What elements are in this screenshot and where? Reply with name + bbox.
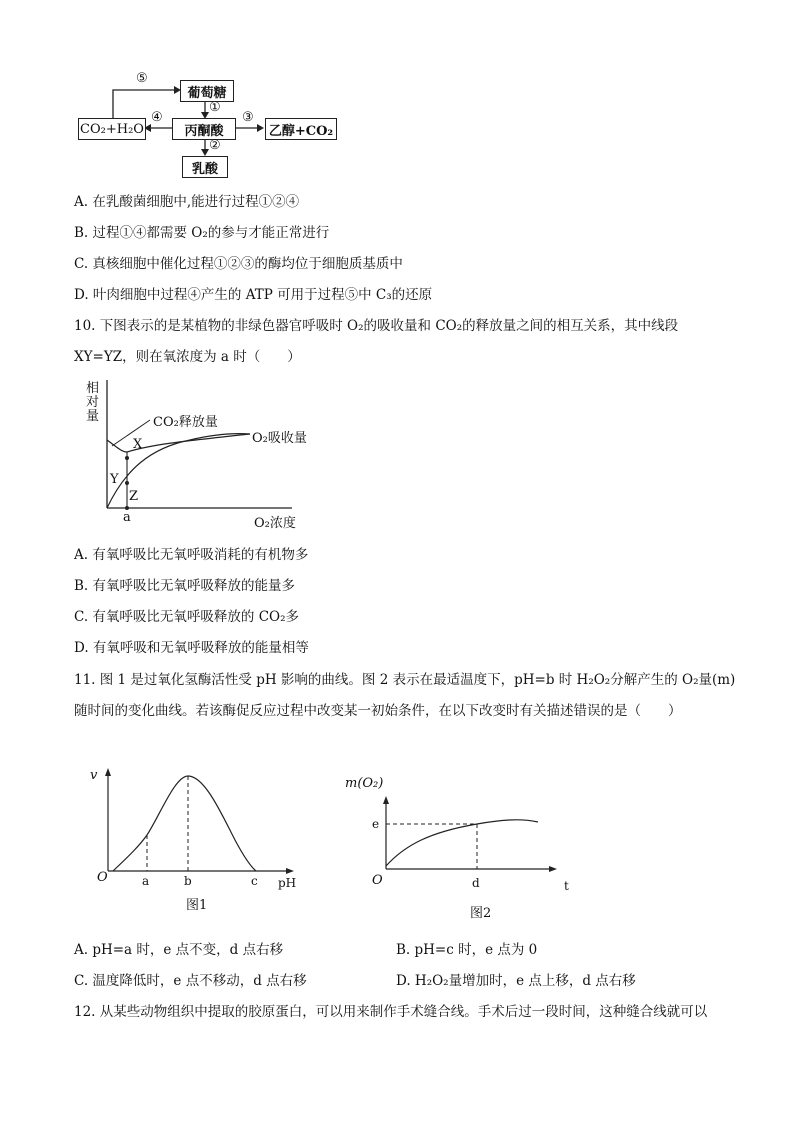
q10-stem-line1: 10. 下图表示的是某植物的非绿色器官呼吸时 O₂的吸收量和 CO₂的释放量之间的相互关系，其中线段	[74, 318, 679, 334]
q10-o2-curve-label: O₂吸收量	[252, 431, 307, 446]
q10-point-y: Y	[110, 472, 119, 487]
q10-option-d: D. 有氧呼吸和无氧呼吸释放的能量相等	[74, 640, 309, 656]
q9-option-a: A. 在乳酸菌细胞中,能进行过程①②④	[74, 194, 300, 210]
q11-option-b: B. pH=c 时，e 点为 0	[396, 942, 538, 958]
fig2-x-tick-d: d	[472, 876, 480, 890]
q10-option-a: A. 有氧呼吸比无氧呼吸消耗的有机物多	[74, 547, 309, 563]
q10-option-c: C. 有氧呼吸比无氧呼吸释放的 CO₂多	[74, 609, 300, 625]
fig1-tick-b: b	[184, 874, 192, 888]
ethanol-co2-box: 乙醇+CO₂	[265, 118, 337, 140]
q11-stem-line2: 随时间的变化曲线。若该酶促反应过程中改变某一初始条件，在以下改变时有关描述错误的是（ ）	[74, 703, 682, 719]
q12-stem-line1: 12. 从某些动物组织中提取的胶原蛋白，可以用来制作手术缝合线。手术后过一段时间，这种缝合线就可以	[74, 1004, 708, 1020]
q9-option-c: C. 真核细胞中催化过程①②③的酶均位于细胞质基质中	[74, 256, 403, 272]
fig2-y-tick-e: e	[372, 817, 380, 831]
q10-co2-curve-label: CO₂释放量	[153, 415, 218, 430]
q10-option-b: B. 有氧呼吸比无氧呼吸释放的能量多	[74, 578, 296, 594]
fig1-origin: O	[97, 870, 108, 885]
lactic-acid-box: 乳酸	[182, 156, 228, 178]
q11-option-a: A. pH=a 时，e 点不变，d 点右移	[74, 942, 284, 958]
q10-stem-line2: XY=YZ，则在氧浓度为 a 时（ ）	[74, 349, 301, 365]
step-1-mark: ①	[209, 100, 221, 115]
fig2-y-label: m(O₂)	[345, 776, 384, 791]
glucose-box: 葡萄糖	[180, 80, 234, 102]
q11-option-d: D. H₂O₂量增加时，e 点上移，d 点右移	[396, 973, 636, 989]
fig2-caption: 图2	[470, 906, 492, 921]
fig1-caption: 图1	[186, 898, 208, 913]
q10-point-x: X	[133, 437, 143, 452]
step-4-mark: ④	[151, 110, 163, 125]
co2-h2o-box: CO₂+H₂O	[78, 118, 146, 140]
fig1-y-label: v	[90, 768, 98, 783]
q11-stem-line1: 11. 图 1 是过氧化氢酶活性受 pH 影响的曲线。图 2 表示在最适温度下，pH=b 时 H₂O₂分解产生的 O₂量(m)	[74, 672, 736, 688]
q10-x-axis-label: O₂浓度	[254, 516, 296, 531]
q10-y-axis-label: 相对量	[86, 381, 100, 424]
fig2-x-label: t	[564, 879, 569, 893]
q10-tick-a: a	[123, 510, 131, 525]
q9-option-d: D. 叶肉细胞中过程④产生的 ATP 可用于过程⑤中 C₃的还原	[74, 287, 433, 303]
q11-option-c: C. 温度降低时，e 点不移动，d 点右移	[74, 973, 307, 989]
q9-option-b: B. 过程①④都需要 O₂的参与才能正常进行	[74, 225, 330, 241]
fig1-tick-c: c	[251, 874, 258, 888]
pyruvate-box: 丙酮酸	[172, 118, 236, 140]
step-2-mark: ②	[209, 138, 221, 153]
fig2-origin: O	[372, 873, 383, 888]
step-3-mark: ③	[242, 110, 254, 125]
fig1-tick-a: a	[142, 874, 150, 888]
fig1-x-label: pH	[278, 876, 297, 890]
step-5-mark: ⑤	[136, 71, 148, 86]
q10-point-z: Z	[129, 489, 139, 504]
